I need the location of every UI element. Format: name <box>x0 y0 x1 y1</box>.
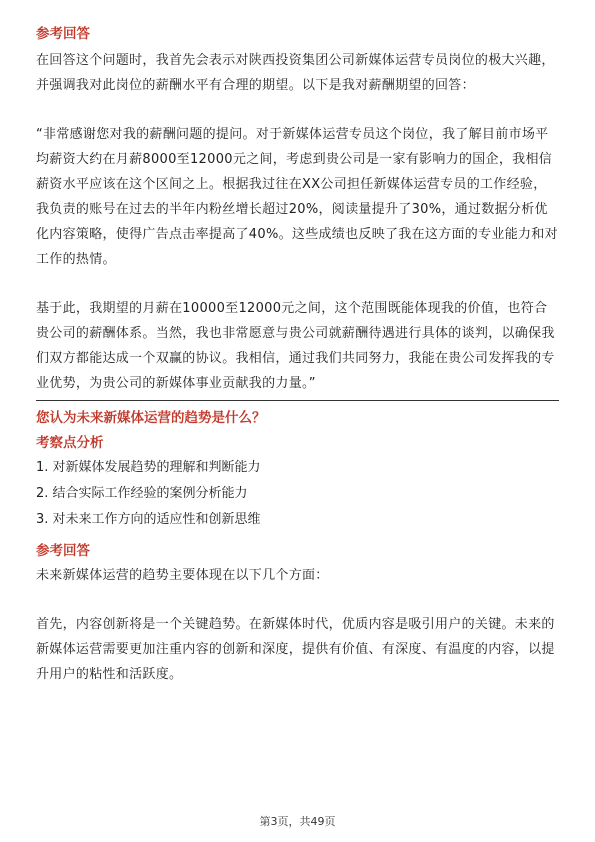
reference-answer-heading: 参考回答 <box>36 26 90 42</box>
paragraph-gap <box>36 272 559 296</box>
paragraph-gap <box>36 588 559 612</box>
answer-paragraph: 基于此，我期望的月薪在10000至12000元之间，这个范围既能体现我的价值，也符合贵公司的薪酬体系。当然，我也非常愿意与贵公司就薪酬待遇进行具体的谈判，以确保我们双方都能达成一个双赢的协议。我相信，通过我们共同努力，我能在贵公司发挥我的专业优势，为贵公司的新媒体事业贡献我的力量。” <box>36 301 555 391</box>
section-divider <box>36 400 559 401</box>
list-item: 3. 对未来工作方向的适应性和创新思维 <box>36 512 261 527</box>
answer-paragraph: 在回答这个问题时，我首先会表示对陕西投资集团公司新媒体运营专员岗位的极大兴趣，并强调我对此岗位的薪酬水平有合理的期望。以下是我对薪酬期望的回答： <box>36 53 555 93</box>
analysis-list <box>36 455 559 533</box>
page-content <box>36 24 559 687</box>
list-item: 2. 结合实际工作经验的案例分析能力 <box>36 486 248 501</box>
answer-paragraph: 未来新媒体运营的趋势主要体现在以下几个方面： <box>36 568 329 583</box>
page-number: 第3页，共49页 <box>259 815 336 828</box>
paragraph-gap <box>36 98 559 122</box>
reference-answer-heading: 参考回答 <box>36 543 90 559</box>
question-title: 您认为未来新媒体运营的趋势是什么？ <box>36 410 266 426</box>
answer-paragraph: 首先，内容创新将是一个关键趋势。在新媒体时代，优质内容是吸引用户的关键。未来的新媒体运营需要更加注重内容的创新和深度，提供有价值、有深度、有温度的内容，以提升用户的粘性和活跃度。 <box>36 617 555 682</box>
list-item: 1. 对新媒体发展趋势的理解和判断能力 <box>36 460 261 475</box>
answer-paragraph: “非常感谢您对我的薪酬问题的提问。对于新媒体运营专员这个岗位，我了解目前市场平均薪资大约在月薪8000至12000元之间，考虑到贵公司是一家有影响力的国企，我相信薪资水平应该在这个区间之上。根据我过往在XX公司担任新媒体运营专员的工作经验，我负责的账号在过去的半年内粉丝增长超过20%，阅读量提升了30%，通过数据分析优化内容策略，使得广告点击率提高了40%。这些成绩也反映了我在这方面的专业能力和对工作的热情。 <box>36 127 558 267</box>
analysis-heading: 考察点分析 <box>36 435 104 451</box>
